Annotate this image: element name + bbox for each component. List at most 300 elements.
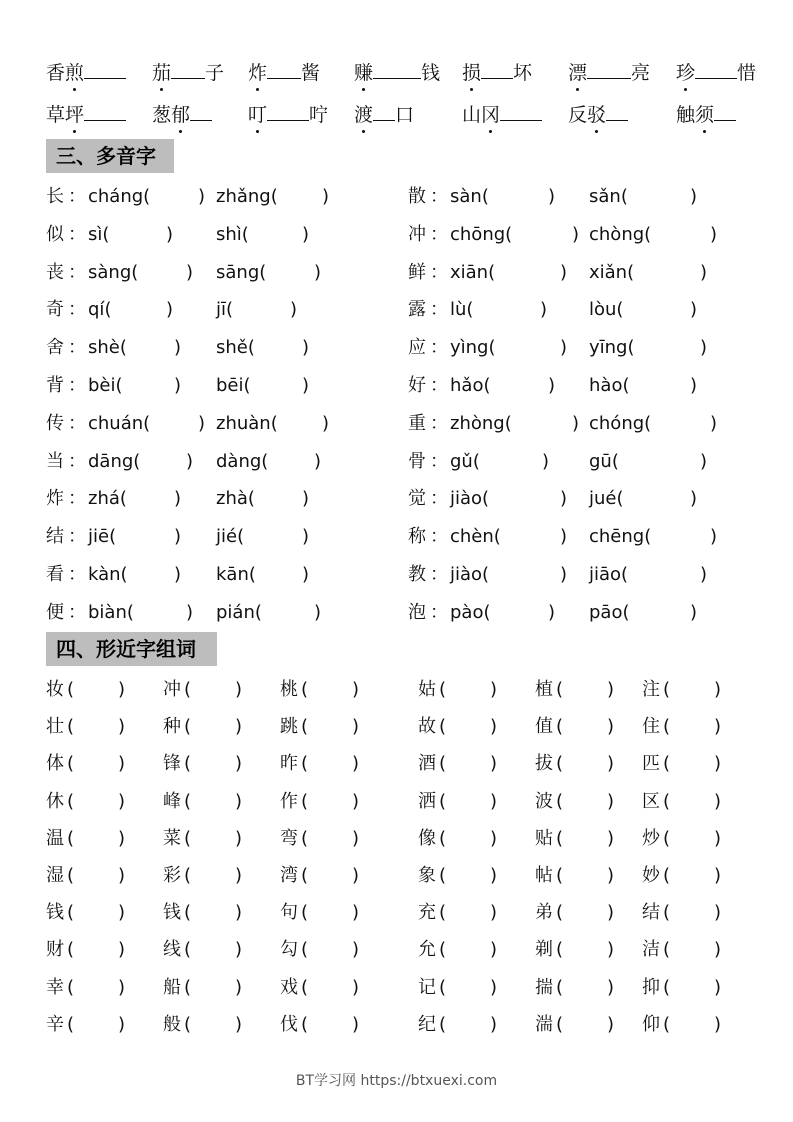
answer-field-open[interactable]: ( — [67, 790, 75, 812]
answer-field-open[interactable]: ( — [556, 1013, 564, 1035]
answer-field-open[interactable]: ( — [439, 790, 447, 812]
colon: ： — [430, 564, 448, 585]
answer-field-open[interactable]: ( — [184, 902, 192, 924]
answer-field-open[interactable]: ( — [439, 902, 447, 924]
target-char: 仰 — [642, 1013, 660, 1035]
reading-1 — [88, 560, 128, 590]
answer-field-open[interactable]: ( — [184, 716, 192, 738]
answer-field-open[interactable]: ( — [439, 827, 447, 849]
answer-blank[interactable] — [373, 58, 421, 79]
fill-blank-row — [46, 100, 766, 130]
answer-field-open[interactable]: ( — [67, 716, 75, 738]
answer-field-close[interactable]: ) — [714, 827, 722, 849]
answer-field-open[interactable]: ( — [301, 976, 309, 998]
answer-field-open[interactable]: ( — [556, 902, 564, 924]
polyphone-row — [46, 484, 376, 514]
answer-field-open[interactable]: ( — [472, 450, 480, 472]
word-char: 漂 — [568, 58, 587, 88]
target-char: 船 — [163, 976, 181, 998]
answer-field-close[interactable]: ) — [352, 790, 360, 812]
colon: ： — [430, 223, 448, 245]
reading-1 — [450, 447, 480, 477]
answer-field-close[interactable]: ) — [118, 865, 126, 886]
answer-field-open[interactable]: ( — [556, 976, 564, 998]
answer-field-open[interactable]: ( — [109, 526, 117, 548]
answer-field-close[interactable]: ) — [302, 375, 310, 396]
answer-blank[interactable] — [373, 100, 395, 121]
answer-field-open[interactable]: ( — [67, 939, 75, 961]
target-char: 体 — [46, 753, 64, 775]
answer-blank[interactable] — [267, 100, 309, 121]
pinyin: pào — [450, 601, 484, 623]
answer-field-close[interactable]: ) — [560, 564, 568, 585]
answer-field-close[interactable]: ) — [235, 1013, 243, 1035]
answer-field-close[interactable]: ) — [352, 976, 360, 998]
answer-field-close[interactable]: ) — [560, 261, 568, 283]
answer-field-close[interactable]: ) — [490, 865, 498, 886]
answer-field-open[interactable]: ( — [184, 1013, 192, 1035]
answer-field-close[interactable]: ) — [607, 679, 615, 700]
answer-field-close[interactable]: ) — [352, 716, 360, 738]
answer-field-close[interactable]: ) — [118, 753, 126, 775]
answer-field-open[interactable]: ( — [616, 488, 624, 510]
answer-field-close[interactable]: ) — [198, 186, 206, 207]
answer-field-close[interactable]: ) — [714, 1013, 722, 1035]
answer-field-close[interactable]: ) — [352, 939, 360, 961]
answer-field-close[interactable]: ) — [118, 902, 126, 924]
answer-field-close[interactable]: ) — [302, 564, 310, 585]
answer-field-close[interactable]: ) — [118, 790, 126, 812]
answer-field-close[interactable]: ) — [690, 299, 698, 321]
reading-1 — [450, 484, 489, 514]
word-char: 草 — [46, 104, 66, 126]
answer-field-close[interactable]: ) — [714, 790, 722, 812]
pinyin: qí — [88, 299, 105, 321]
answer-blank[interactable] — [714, 100, 736, 121]
target-char: 峰 — [163, 790, 181, 812]
answer-field-open[interactable]: ( — [67, 1013, 75, 1035]
answer-field-open[interactable]: ( — [439, 865, 447, 886]
answer-field-close[interactable]: ) — [166, 223, 174, 245]
reading-2 — [216, 598, 262, 628]
answer-field-close[interactable]: ) — [548, 186, 556, 207]
answer-field-open[interactable]: ( — [184, 865, 192, 886]
answer-field-open[interactable]: ( — [184, 976, 192, 998]
pinyin: yìng — [450, 337, 489, 359]
answer-field-close[interactable]: ) — [118, 939, 126, 961]
answer-blank[interactable] — [481, 58, 513, 79]
answer-field-open[interactable]: ( — [184, 753, 192, 775]
answer-field-close[interactable]: ) — [490, 939, 498, 961]
answer-field-close[interactable]: ) — [174, 526, 182, 548]
answer-field-close[interactable]: ) — [302, 223, 310, 245]
fill-blank-item — [676, 100, 736, 130]
answer-field-open[interactable]: ( — [120, 564, 128, 585]
answer-field-open[interactable]: ( — [67, 679, 75, 700]
answer-field-close[interactable]: ) — [690, 601, 698, 623]
answer-field-open[interactable]: ( — [556, 716, 564, 738]
answer-field-open[interactable]: ( — [67, 865, 75, 886]
answer-field-close[interactable]: ) — [607, 716, 615, 738]
answer-field-close[interactable]: ) — [302, 526, 310, 548]
answer-field-close[interactable]: ) — [490, 827, 498, 849]
answer-field-open[interactable]: ( — [556, 939, 564, 961]
answer-field-open[interactable]: ( — [663, 716, 671, 738]
answer-field-close[interactable]: ) — [607, 790, 615, 812]
colon: ： — [430, 412, 448, 434]
colon: ： — [430, 450, 448, 472]
answer-field-close[interactable]: ) — [118, 679, 126, 700]
word-char: 子 — [205, 62, 225, 84]
answer-field-close[interactable]: ) — [314, 261, 322, 283]
answer-field-close[interactable]: ) — [314, 601, 322, 623]
answer-field-open[interactable]: ( — [621, 564, 629, 585]
answer-field-open[interactable]: ( — [301, 827, 309, 849]
answer-field-open[interactable]: ( — [301, 679, 309, 700]
answer-field-open[interactable]: ( — [627, 337, 635, 359]
answer-field-close[interactable]: ) — [174, 488, 182, 510]
answer-field-close[interactable]: ) — [690, 375, 698, 396]
pinyin: zhǎng — [216, 186, 271, 207]
answer-field-close[interactable]: ) — [352, 679, 360, 700]
reading-1 — [88, 295, 111, 325]
answer-field-close[interactable]: ) — [560, 526, 568, 548]
polyphone-char: 散 — [408, 186, 426, 207]
answer-field-open[interactable]: ( — [482, 564, 490, 585]
answer-field-open[interactable]: ( — [663, 679, 671, 700]
answer-field-close[interactable]: ) — [352, 827, 360, 849]
target-char: 贴 — [535, 827, 553, 849]
answer-field-close[interactable]: ) — [714, 679, 722, 700]
answer-field-close[interactable]: ) — [700, 261, 708, 283]
pinyin: pāo — [589, 601, 623, 623]
answer-field-close[interactable]: ) — [560, 337, 568, 359]
answer-field-close[interactable]: ) — [235, 902, 243, 924]
word-char: 酱 — [301, 62, 321, 84]
fill-blank-item — [46, 58, 126, 88]
answer-field-open[interactable]: ( — [115, 375, 123, 396]
answer-blank[interactable] — [190, 100, 212, 121]
answer-field-close[interactable]: ) — [352, 753, 360, 775]
answer-field-close[interactable]: ) — [235, 753, 243, 775]
answer-field-close[interactable]: ) — [490, 976, 498, 998]
polyphone-row — [408, 220, 738, 250]
answer-field-open[interactable]: ( — [644, 412, 652, 434]
answer-field-open[interactable]: ( — [622, 375, 630, 396]
answer-field-open[interactable]: ( — [102, 223, 110, 245]
target-char: 记 — [418, 976, 436, 998]
answer-field-close[interactable]: ) — [174, 337, 182, 359]
pinyin: zhá — [88, 488, 120, 510]
answer-field-open[interactable]: ( — [184, 827, 192, 849]
target-char: 像 — [418, 827, 436, 849]
answer-field-close[interactable]: ) — [540, 299, 548, 321]
colon: ： — [68, 564, 86, 585]
answer-field-open[interactable]: ( — [488, 337, 496, 359]
answer-field-close[interactable]: ) — [560, 488, 568, 510]
answer-field-open[interactable]: ( — [301, 939, 309, 961]
answer-field-open[interactable]: ( — [259, 261, 267, 283]
answer-field-close[interactable]: ) — [714, 939, 722, 961]
answer-field-open[interactable]: ( — [466, 299, 474, 321]
answer-blank[interactable] — [267, 58, 301, 79]
fill-blank-item — [676, 58, 756, 88]
answer-field-close[interactable]: ) — [490, 679, 498, 700]
answer-field-close[interactable]: ) — [700, 337, 708, 359]
answer-field-close[interactable]: ) — [490, 902, 498, 924]
answer-field-close[interactable]: ) — [352, 902, 360, 924]
answer-field-open[interactable]: ( — [483, 601, 491, 623]
answer-field-open[interactable]: ( — [663, 865, 671, 886]
answer-field-open[interactable]: ( — [184, 939, 192, 961]
answer-field-close[interactable]: ) — [235, 865, 243, 886]
answer-field-close[interactable]: ) — [607, 902, 615, 924]
pinyin: zhòng — [450, 412, 505, 434]
answer-field-open[interactable]: ( — [67, 827, 75, 849]
section-title-polyphones — [46, 139, 174, 173]
answer-field-close[interactable]: ) — [690, 488, 698, 510]
answer-field-open[interactable]: ( — [439, 1013, 447, 1035]
answer-field-open[interactable]: ( — [301, 753, 309, 775]
answer-field-open[interactable]: ( — [261, 450, 269, 472]
answer-field-open[interactable]: ( — [620, 186, 628, 207]
answer-field-open[interactable]: ( — [143, 412, 151, 434]
answer-field-close[interactable]: ) — [235, 679, 243, 700]
answer-field-close[interactable]: ) — [322, 186, 330, 207]
word-char: 须 — [695, 100, 714, 130]
answer-field-close[interactable]: ) — [186, 601, 194, 623]
answer-blank[interactable] — [171, 58, 205, 79]
answer-field-close[interactable]: ) — [490, 1013, 498, 1035]
colon: ： — [430, 488, 448, 510]
answer-field-close[interactable]: ) — [118, 716, 126, 738]
answer-field-close[interactable]: ) — [607, 753, 615, 775]
answer-field-open[interactable]: ( — [439, 679, 447, 700]
answer-field-open[interactable]: ( — [616, 299, 624, 321]
answer-field-close[interactable]: ) — [607, 827, 615, 849]
answer-field-close[interactable]: ) — [710, 526, 718, 548]
answer-field-close[interactable]: ) — [290, 299, 298, 321]
polyphone-char: 称 — [408, 526, 426, 548]
target-char: 跳 — [280, 716, 298, 738]
answer-field-open[interactable]: ( — [663, 753, 671, 775]
colon: ： — [68, 450, 86, 472]
answer-field-open[interactable]: ( — [184, 679, 192, 700]
reading-2 — [216, 560, 256, 590]
answer-field-close[interactable]: ) — [607, 939, 615, 961]
answer-field-open[interactable]: ( — [67, 902, 75, 924]
answer-field-close[interactable]: ) — [235, 716, 243, 738]
answer-field-open[interactable]: ( — [504, 412, 512, 434]
target-char: 温 — [46, 827, 64, 849]
answer-field-open[interactable]: ( — [131, 261, 139, 283]
answer-field-open[interactable]: ( — [119, 488, 127, 510]
target-char: 妆 — [46, 679, 64, 700]
target-char: 帖 — [535, 865, 553, 886]
answer-field-close[interactable]: ) — [572, 223, 580, 245]
polyphone-row — [46, 220, 376, 250]
pinyin: kān — [216, 564, 249, 585]
answer-field-close[interactable]: ) — [710, 223, 718, 245]
answer-field-close[interactable]: ) — [118, 1013, 126, 1035]
answer-field-open[interactable]: ( — [556, 679, 564, 700]
similar-chars-row — [46, 973, 746, 1003]
answer-field-open[interactable]: ( — [126, 601, 134, 623]
answer-field-open[interactable]: ( — [241, 223, 249, 245]
answer-field-close[interactable]: ) — [548, 375, 556, 396]
answer-field-close[interactable]: ) — [302, 337, 310, 359]
answer-field-close[interactable]: ) — [710, 412, 718, 434]
answer-field-open[interactable]: ( — [301, 1013, 309, 1035]
answer-field-close[interactable]: ) — [118, 827, 126, 849]
word-char: 香 — [46, 62, 66, 84]
answer-field-open[interactable]: ( — [663, 976, 671, 998]
answer-field-open[interactable]: ( — [505, 223, 513, 245]
answer-field-close[interactable]: ) — [235, 939, 243, 961]
answer-field-close[interactable]: ) — [490, 790, 498, 812]
answer-field-open[interactable]: ( — [301, 865, 309, 886]
answer-field-close[interactable]: ) — [542, 450, 550, 472]
answer-field-open[interactable]: ( — [481, 186, 489, 207]
answer-blank[interactable] — [500, 100, 542, 121]
answer-field-open[interactable]: ( — [439, 939, 447, 961]
answer-field-close[interactable]: ) — [235, 827, 243, 849]
colon: ： — [430, 601, 448, 623]
answer-field-open[interactable]: ( — [270, 186, 278, 207]
answer-field-close[interactable]: ) — [714, 865, 722, 886]
target-char: 湍 — [535, 1013, 553, 1035]
answer-field-close[interactable]: ) — [714, 976, 722, 998]
answer-field-open[interactable]: ( — [663, 939, 671, 961]
answer-field-open[interactable]: ( — [663, 827, 671, 849]
word-char: 亮 — [631, 62, 651, 84]
answer-field-close[interactable]: ) — [166, 299, 174, 321]
target-char: 象 — [418, 865, 436, 886]
answer-field-open[interactable]: ( — [243, 375, 251, 396]
colon: ： — [430, 186, 448, 207]
answer-field-close[interactable]: ) — [174, 564, 182, 585]
answer-field-open[interactable]: ( — [611, 450, 619, 472]
answer-field-open[interactable]: ( — [482, 488, 490, 510]
answer-field-close[interactable]: ) — [700, 564, 708, 585]
answer-field-open[interactable]: ( — [254, 601, 262, 623]
answer-field-close[interactable]: ) — [490, 716, 498, 738]
answer-field-close[interactable]: ) — [572, 412, 580, 434]
polyphone-char: 奇 — [46, 299, 64, 321]
answer-field-open[interactable]: ( — [663, 1013, 671, 1035]
answer-blank[interactable] — [84, 100, 126, 121]
answer-field-close[interactable]: ) — [607, 865, 615, 886]
answer-field-open[interactable]: ( — [237, 526, 245, 548]
target-char: 弯 — [280, 827, 298, 849]
pinyin: sàng — [88, 261, 132, 283]
pinyin: bèi — [88, 375, 116, 396]
answer-field-close[interactable]: ) — [118, 976, 126, 998]
answer-field-open[interactable]: ( — [556, 790, 564, 812]
answer-field-close[interactable]: ) — [714, 753, 722, 775]
answer-field-close[interactable]: ) — [548, 601, 556, 623]
answer-blank[interactable] — [84, 58, 126, 79]
target-char: 剃 — [535, 939, 553, 961]
answer-blank[interactable] — [587, 58, 631, 79]
answer-field-close[interactable]: ) — [700, 450, 708, 472]
polyphone-char: 泡 — [408, 601, 426, 623]
word-char: 冈 — [481, 100, 500, 130]
polyphone-row — [46, 447, 376, 477]
answer-field-close[interactable]: ) — [352, 865, 360, 886]
answer-field-open[interactable]: ( — [644, 526, 652, 548]
answer-field-open[interactable]: ( — [488, 261, 496, 283]
answer-field-close[interactable]: ) — [314, 450, 322, 472]
answer-field-close[interactable]: ) — [235, 790, 243, 812]
answer-field-open[interactable]: ( — [439, 753, 447, 775]
answer-field-close[interactable]: ) — [174, 375, 182, 396]
answer-field-open[interactable]: ( — [226, 299, 234, 321]
answer-blank[interactable] — [695, 58, 737, 79]
answer-field-open[interactable]: ( — [556, 827, 564, 849]
answer-field-open[interactable]: ( — [439, 716, 447, 738]
answer-field-open[interactable]: ( — [270, 412, 278, 434]
answer-field-close[interactable]: ) — [714, 902, 722, 924]
answer-field-open[interactable]: ( — [301, 902, 309, 924]
answer-field-open[interactable]: ( — [483, 375, 491, 396]
answer-field-open[interactable]: ( — [663, 902, 671, 924]
answer-field-open[interactable]: ( — [133, 450, 141, 472]
answer-field-close[interactable]: ) — [186, 450, 194, 472]
answer-field-open[interactable]: ( — [67, 976, 75, 998]
answer-field-close[interactable]: ) — [352, 1013, 360, 1035]
answer-field-open[interactable]: ( — [119, 337, 127, 359]
answer-field-close[interactable]: ) — [714, 716, 722, 738]
answer-field-open[interactable]: ( — [301, 716, 309, 738]
answer-field-close[interactable]: ) — [235, 976, 243, 998]
pinyin: xiǎn — [589, 261, 628, 283]
answer-field-open[interactable]: ( — [247, 488, 255, 510]
word-char: 葱 — [152, 104, 172, 126]
answer-field-close[interactable]: ) — [322, 412, 330, 434]
answer-field-open[interactable]: ( — [301, 790, 309, 812]
answer-field-close[interactable]: ) — [186, 261, 194, 283]
answer-field-open[interactable]: ( — [493, 526, 501, 548]
answer-field-close[interactable]: ) — [302, 488, 310, 510]
answer-field-close[interactable]: ) — [607, 1013, 615, 1035]
answer-field-open[interactable]: ( — [439, 976, 447, 998]
answer-field-open[interactable]: ( — [247, 337, 255, 359]
answer-field-close[interactable]: ) — [198, 412, 206, 434]
reading-1 — [450, 220, 512, 250]
answer-field-open[interactable]: ( — [627, 261, 635, 283]
answer-field-open[interactable]: ( — [663, 790, 671, 812]
word-char: 惜 — [737, 62, 757, 84]
target-char: 充 — [418, 902, 436, 924]
answer-field-open[interactable]: ( — [184, 790, 192, 812]
answer-field-open[interactable]: ( — [104, 299, 112, 321]
answer-field-open[interactable]: ( — [143, 186, 151, 207]
pinyin: sì — [88, 223, 103, 245]
answer-field-open[interactable]: ( — [644, 223, 652, 245]
answer-field-open[interactable]: ( — [67, 753, 75, 775]
answer-field-close[interactable]: ) — [490, 753, 498, 775]
answer-field-open[interactable]: ( — [248, 564, 256, 585]
answer-field-open[interactable]: ( — [556, 865, 564, 886]
answer-field-open[interactable]: ( — [622, 601, 630, 623]
polyphone-char: 教 — [408, 564, 426, 585]
answer-blank[interactable] — [606, 100, 628, 121]
answer-field-open[interactable]: ( — [556, 753, 564, 775]
reading-2 — [589, 447, 619, 477]
answer-field-close[interactable]: ) — [607, 976, 615, 998]
answer-field-close[interactable]: ) — [690, 186, 698, 207]
